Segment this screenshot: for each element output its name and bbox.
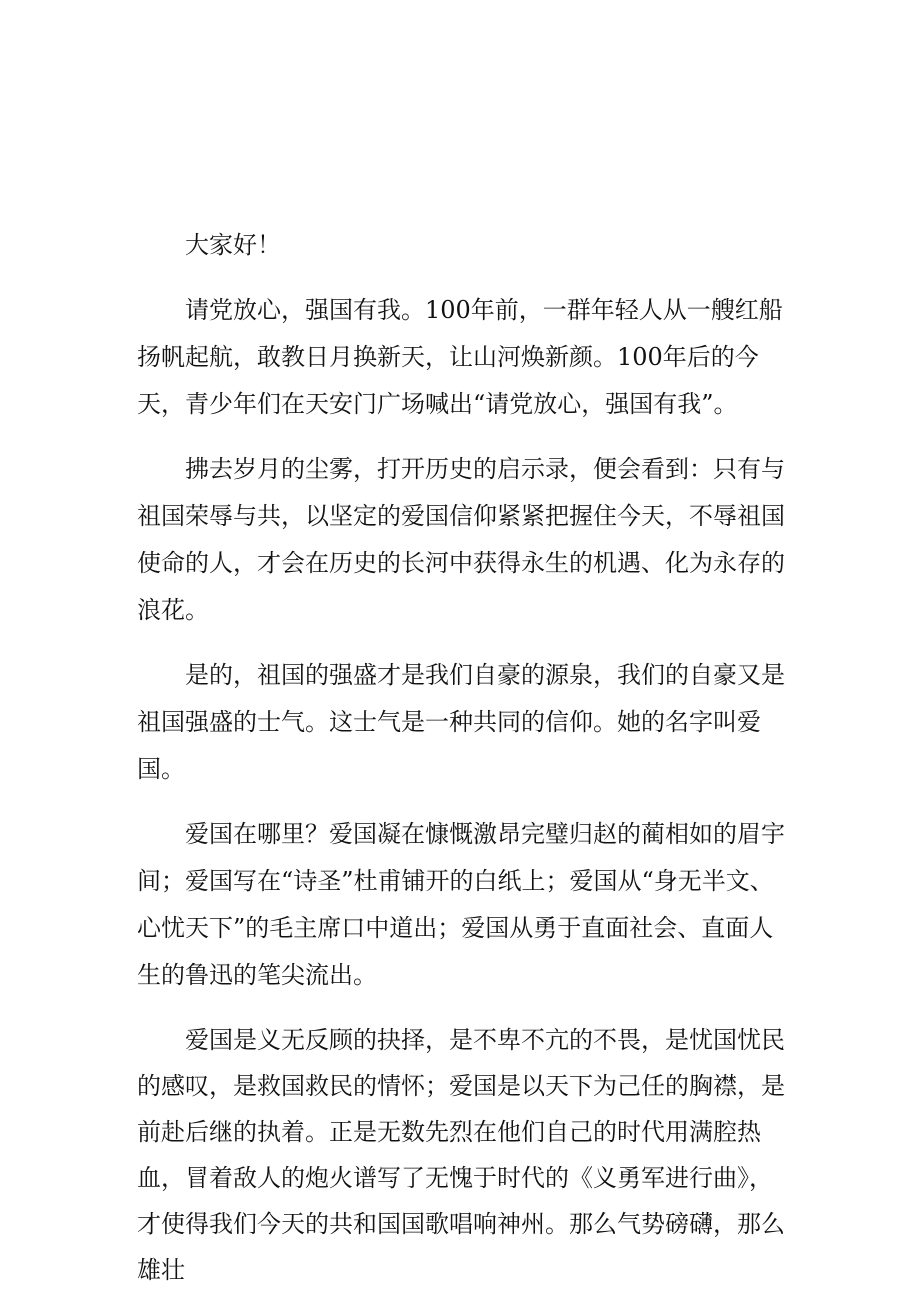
paragraph-1: 请党放心，强国有我。100年前，一群年轻人从一艘红船扬帆起航，敢教日月换新天，让山河焕新颜。100年后的今天，青少年们在天安门广场喊出“请党放心，强国有我”。 — [137, 296, 783, 418]
document-body — [137, 222, 787, 1293]
paragraph-3: 是的，祖国的强盛才是我们自豪的源泉，我们的自豪又是祖国强盛的士气。这士气是一种共同的信仰。她的名字叫爱国。 — [137, 661, 785, 783]
paragraph-greeting: 大家好！ — [185, 231, 281, 259]
paragraph-5: 爱国是义无反顾的抉择，是不卑不亢的不畏，是忧国忧民的感叹，是救国救民的情怀；爱国是以天下为己任的胸襟，是前赴后继的执着。正是无数先烈在他们自己的时代用满腔热血，冒着敌人的炮火谱写了无愧于时代的《义勇军进行曲》，才使得我们今天的共和国国歌唱响神州。那么气势磅礴，那么雄壮 — [137, 1026, 785, 1284]
paragraph-2: 拂去岁月的尘雾，打开历史的启示录，便会看到：只有与祖国荣辱与共，以坚定的爱国信仰紧紧把握住今天，不辱祖国使命的人，才会在历史的长河中获得永生的机遇、化为永存的浪花。 — [137, 455, 785, 624]
paragraph-4: 爱国在哪里？爱国凝在慷慨激昂完璧归赵的蔺相如的眉宇间；爱国写在“诗圣”杜甫铺开的白纸上；爱国从“身无半文、心忧天下”的毛主席口中道出；爱国从勇于直面社会、直面人生的鲁迅的笔尖流出。 — [137, 820, 785, 989]
